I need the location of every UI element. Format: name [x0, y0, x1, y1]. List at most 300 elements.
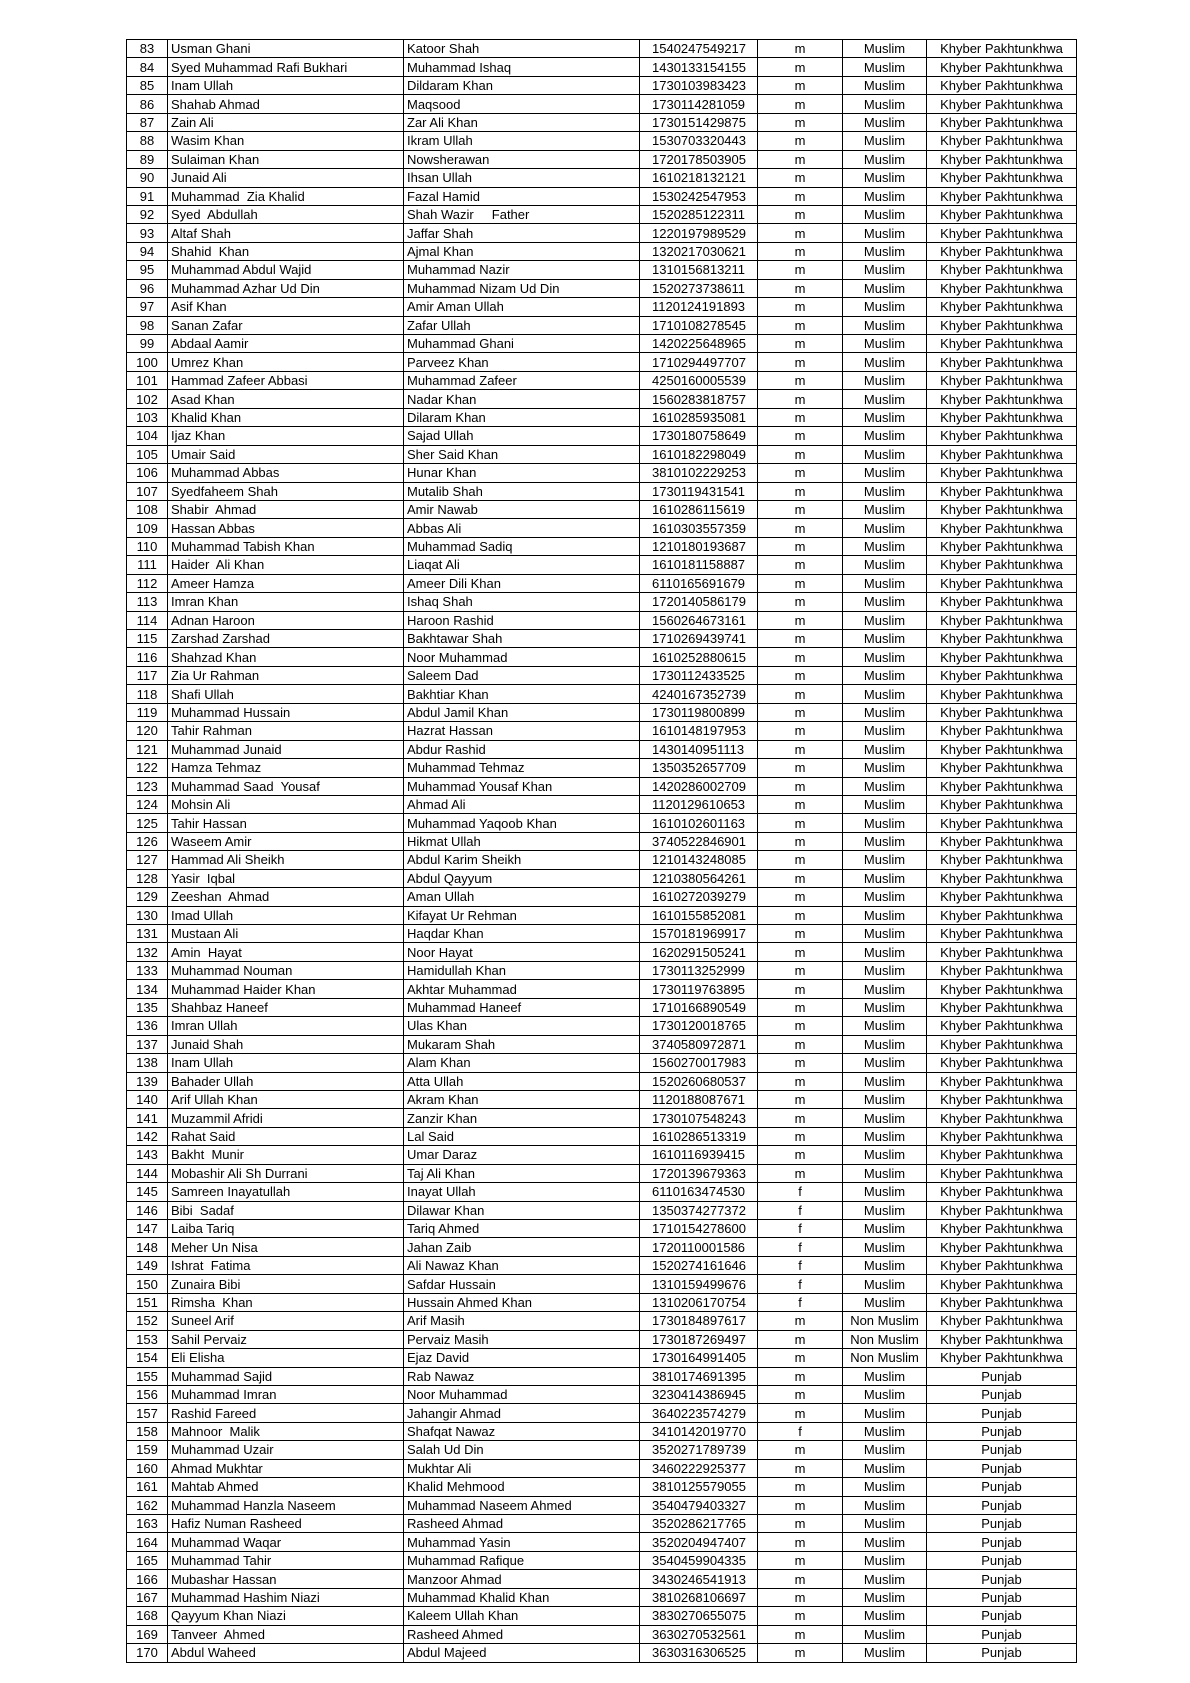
province-cell: Khyber Pakhtunkhwa — [927, 1330, 1077, 1348]
serial-number-cell: 159 — [127, 1441, 168, 1459]
religion-cell: Muslim — [843, 1478, 927, 1496]
religion-cell: Muslim — [843, 777, 927, 795]
serial-number-cell: 85 — [127, 76, 168, 94]
table-row — [127, 1533, 1077, 1551]
serial-number-cell: 83 — [127, 40, 168, 58]
table-row — [127, 1109, 1077, 1127]
religion-cell: Muslim — [843, 224, 927, 242]
gender-cell: m — [758, 427, 843, 445]
province-cell: Punjab — [927, 1496, 1077, 1514]
cnic-cell: 3430246541913 — [640, 1570, 758, 1588]
table-row — [127, 1607, 1077, 1625]
serial-number-cell: 96 — [127, 279, 168, 297]
name-cell: Syedfaheem Shah — [168, 482, 404, 500]
table-row — [127, 150, 1077, 168]
gender-cell: m — [758, 1035, 843, 1053]
province-cell: Khyber Pakhtunkhwa — [927, 685, 1077, 703]
serial-number-cell: 140 — [127, 1090, 168, 1108]
father-name-cell: Abdul Qayyum — [404, 869, 640, 887]
father-name-cell: Hussain Ahmed Khan — [404, 1293, 640, 1311]
table-row — [127, 261, 1077, 279]
table-row — [127, 906, 1077, 924]
table-row — [127, 611, 1077, 629]
province-cell: Khyber Pakhtunkhwa — [927, 261, 1077, 279]
religion-cell: Muslim — [843, 1644, 927, 1662]
cnic-cell: 1570181969917 — [640, 925, 758, 943]
cnic-cell: 1730151429875 — [640, 113, 758, 131]
religion-cell: Muslim — [843, 1459, 927, 1477]
serial-number-cell: 157 — [127, 1404, 168, 1422]
name-cell: Inam Ullah — [168, 1054, 404, 1072]
serial-number-cell: 101 — [127, 371, 168, 389]
name-cell: Usman Ghani — [168, 40, 404, 58]
name-cell: Muhammad Tabish Khan — [168, 537, 404, 555]
serial-number-cell: 153 — [127, 1330, 168, 1348]
religion-cell: Muslim — [843, 851, 927, 869]
serial-number-cell: 131 — [127, 925, 168, 943]
province-cell: Punjab — [927, 1551, 1077, 1569]
father-name-cell: Ihsan Ullah — [404, 169, 640, 187]
father-name-cell: Tariq Ahmed — [404, 1220, 640, 1238]
gender-cell: m — [758, 40, 843, 58]
serial-number-cell: 121 — [127, 740, 168, 758]
province-cell: Khyber Pakhtunkhwa — [927, 371, 1077, 389]
gender-cell: m — [758, 464, 843, 482]
cnic-cell: 3740580972871 — [640, 1035, 758, 1053]
cnic-cell: 1730119800899 — [640, 703, 758, 721]
cnic-cell: 1730120018765 — [640, 1017, 758, 1035]
name-cell: Imran Khan — [168, 593, 404, 611]
serial-number-cell: 116 — [127, 648, 168, 666]
cnic-cell: 1120129610653 — [640, 795, 758, 813]
cnic-cell: 1560264673161 — [640, 611, 758, 629]
serial-number-cell: 110 — [127, 537, 168, 555]
gender-cell: m — [758, 1367, 843, 1385]
father-name-cell: Amir Nawab — [404, 500, 640, 518]
province-cell: Khyber Pakhtunkhwa — [927, 519, 1077, 537]
cnic-cell: 3540479403327 — [640, 1496, 758, 1514]
gender-cell: m — [758, 187, 843, 205]
cnic-cell: 3410142019770 — [640, 1422, 758, 1440]
serial-number-cell: 126 — [127, 832, 168, 850]
gender-cell: m — [758, 1072, 843, 1090]
religion-cell: Muslim — [843, 132, 927, 150]
gender-cell: m — [758, 1090, 843, 1108]
name-cell: Yasir Iqbal — [168, 869, 404, 887]
religion-cell: Muslim — [843, 445, 927, 463]
father-name-cell: Hamidullah Khan — [404, 961, 640, 979]
father-name-cell: Mukhtar Ali — [404, 1459, 640, 1477]
serial-number-cell: 168 — [127, 1607, 168, 1625]
serial-number-cell: 143 — [127, 1146, 168, 1164]
name-cell: Sanan Zafar — [168, 316, 404, 334]
religion-cell: Muslim — [843, 814, 927, 832]
religion-cell: Muslim — [843, 703, 927, 721]
cnic-cell: 1320217030621 — [640, 242, 758, 260]
serial-number-cell: 128 — [127, 869, 168, 887]
cnic-cell: 1610272039279 — [640, 888, 758, 906]
father-name-cell: Nadar Khan — [404, 390, 640, 408]
province-cell: Khyber Pakhtunkhwa — [927, 427, 1077, 445]
cnic-cell: 1730187269497 — [640, 1330, 758, 1348]
religion-cell: Muslim — [843, 795, 927, 813]
province-cell: Khyber Pakhtunkhwa — [927, 1293, 1077, 1311]
table-row — [127, 1459, 1077, 1477]
serial-number-cell: 170 — [127, 1644, 168, 1662]
province-cell: Khyber Pakhtunkhwa — [927, 1256, 1077, 1274]
province-cell: Khyber Pakhtunkhwa — [927, 537, 1077, 555]
cnic-cell: 1720139679363 — [640, 1164, 758, 1182]
gender-cell: m — [758, 298, 843, 316]
name-cell: Muhammad Junaid — [168, 740, 404, 758]
province-cell: Khyber Pakhtunkhwa — [927, 1220, 1077, 1238]
religion-cell: Muslim — [843, 1293, 927, 1311]
province-cell: Punjab — [927, 1515, 1077, 1533]
cnic-cell: 1560270017983 — [640, 1054, 758, 1072]
cnic-cell: 3630316306525 — [640, 1644, 758, 1662]
province-cell: Khyber Pakhtunkhwa — [927, 593, 1077, 611]
gender-cell: m — [758, 814, 843, 832]
father-name-cell: Khalid Mehmood — [404, 1478, 640, 1496]
cnic-cell: 1520260680537 — [640, 1072, 758, 1090]
gender-cell: m — [758, 113, 843, 131]
father-name-cell: Amir Aman Ullah — [404, 298, 640, 316]
province-cell: Khyber Pakhtunkhwa — [927, 1349, 1077, 1367]
gender-cell: m — [758, 685, 843, 703]
gender-cell: m — [758, 925, 843, 943]
province-cell: Punjab — [927, 1367, 1077, 1385]
gender-cell: m — [758, 1164, 843, 1182]
religion-cell: Muslim — [843, 371, 927, 389]
gender-cell: m — [758, 408, 843, 426]
serial-number-cell: 135 — [127, 998, 168, 1016]
gender-cell: m — [758, 132, 843, 150]
province-cell: Khyber Pakhtunkhwa — [927, 998, 1077, 1016]
cnic-cell: 1610182298049 — [640, 445, 758, 463]
religion-cell: Muslim — [843, 519, 927, 537]
name-cell: Muhammad Azhar Ud Din — [168, 279, 404, 297]
religion-cell: Muslim — [843, 1090, 927, 1108]
gender-cell: m — [758, 943, 843, 961]
table-row — [127, 1422, 1077, 1440]
gender-cell: m — [758, 795, 843, 813]
province-cell: Khyber Pakhtunkhwa — [927, 187, 1077, 205]
serial-number-cell: 109 — [127, 519, 168, 537]
gender-cell: f — [758, 1220, 843, 1238]
table-row — [127, 1330, 1077, 1348]
serial-number-cell: 122 — [127, 759, 168, 777]
religion-cell: Muslim — [843, 1256, 927, 1274]
gender-cell: m — [758, 1146, 843, 1164]
gender-cell: m — [758, 1644, 843, 1662]
province-cell: Khyber Pakhtunkhwa — [927, 1275, 1077, 1293]
serial-number-cell: 118 — [127, 685, 168, 703]
province-cell: Khyber Pakhtunkhwa — [927, 1054, 1077, 1072]
serial-number-cell: 145 — [127, 1183, 168, 1201]
name-cell: Asif Khan — [168, 298, 404, 316]
cnic-cell: 3460222925377 — [640, 1459, 758, 1477]
table-row — [127, 722, 1077, 740]
father-name-cell: Bakhtiar Khan — [404, 685, 640, 703]
table-row — [127, 390, 1077, 408]
serial-number-cell: 164 — [127, 1533, 168, 1551]
cnic-cell: 1420225648965 — [640, 335, 758, 353]
province-cell: Khyber Pakhtunkhwa — [927, 1072, 1077, 1090]
table-row — [127, 371, 1077, 389]
name-cell: Inam Ullah — [168, 76, 404, 94]
serial-number-cell: 107 — [127, 482, 168, 500]
gender-cell: m — [758, 759, 843, 777]
serial-number-cell: 87 — [127, 113, 168, 131]
name-cell: Muhammad Hanzla Naseem — [168, 1496, 404, 1514]
father-name-cell: Shah Wazir Father — [404, 205, 640, 223]
province-cell: Khyber Pakhtunkhwa — [927, 242, 1077, 260]
cnic-cell: 4240167352739 — [640, 685, 758, 703]
table-row — [127, 1570, 1077, 1588]
cnic-cell: 1720140586179 — [640, 593, 758, 611]
name-cell: Arif Ullah Khan — [168, 1090, 404, 1108]
cnic-cell: 1120124191893 — [640, 298, 758, 316]
province-cell: Khyber Pakhtunkhwa — [927, 943, 1077, 961]
father-name-cell: Muhammad Tehmaz — [404, 759, 640, 777]
religion-cell: Muslim — [843, 1533, 927, 1551]
father-name-cell: Ulas Khan — [404, 1017, 640, 1035]
name-cell: Zeeshan Ahmad — [168, 888, 404, 906]
province-cell: Khyber Pakhtunkhwa — [927, 814, 1077, 832]
province-cell: Khyber Pakhtunkhwa — [927, 980, 1077, 998]
serial-number-cell: 99 — [127, 335, 168, 353]
province-cell: Khyber Pakhtunkhwa — [927, 906, 1077, 924]
table-row — [127, 1035, 1077, 1053]
table-row — [127, 1201, 1077, 1219]
gender-cell: m — [758, 1570, 843, 1588]
gender-cell: m — [758, 1625, 843, 1643]
father-name-cell: Jahangir Ahmad — [404, 1404, 640, 1422]
name-cell: Hamza Tehmaz — [168, 759, 404, 777]
name-cell: Khalid Khan — [168, 408, 404, 426]
father-name-cell: Salah Ud Din — [404, 1441, 640, 1459]
cnic-cell: 1210143248085 — [640, 851, 758, 869]
serial-number-cell: 124 — [127, 795, 168, 813]
gender-cell: m — [758, 353, 843, 371]
name-cell: Syed Muhammad Rafi Bukhari — [168, 58, 404, 76]
cnic-cell: 1730103983423 — [640, 76, 758, 94]
religion-cell: Muslim — [843, 648, 927, 666]
cnic-cell: 1430140951113 — [640, 740, 758, 758]
table-row — [127, 1588, 1077, 1606]
father-name-cell: Ishaq Shah — [404, 593, 640, 611]
province-cell: Punjab — [927, 1478, 1077, 1496]
religion-cell: Muslim — [843, 464, 927, 482]
name-cell: Muhammad Hashim Niazi — [168, 1588, 404, 1606]
religion-cell: Muslim — [843, 1385, 927, 1403]
name-cell: Muhammad Abbas — [168, 464, 404, 482]
province-cell: Khyber Pakhtunkhwa — [927, 630, 1077, 648]
father-name-cell: Arif Masih — [404, 1312, 640, 1330]
religion-cell: Muslim — [843, 187, 927, 205]
father-name-cell: Safdar Hussain — [404, 1275, 640, 1293]
table-row — [127, 298, 1077, 316]
cnic-cell: 1610252880615 — [640, 648, 758, 666]
table-row — [127, 795, 1077, 813]
name-cell: Haider Ali Khan — [168, 556, 404, 574]
father-name-cell: Muhammad Rafique — [404, 1551, 640, 1569]
gender-cell: m — [758, 961, 843, 979]
table-row — [127, 1220, 1077, 1238]
serial-number-cell: 120 — [127, 722, 168, 740]
religion-cell: Muslim — [843, 611, 927, 629]
father-name-cell: Bakhtawar Shah — [404, 630, 640, 648]
gender-cell: m — [758, 371, 843, 389]
father-name-cell: Akhtar Muhammad — [404, 980, 640, 998]
gender-cell: m — [758, 998, 843, 1016]
father-name-cell: Parveez Khan — [404, 353, 640, 371]
table-row — [127, 427, 1077, 445]
gender-cell: m — [758, 1017, 843, 1035]
father-name-cell: Dilaram Khan — [404, 408, 640, 426]
name-cell: Tanveer Ahmed — [168, 1625, 404, 1643]
table-row — [127, 1146, 1077, 1164]
religion-cell: Muslim — [843, 759, 927, 777]
religion-cell: Muslim — [843, 150, 927, 168]
province-cell: Khyber Pakhtunkhwa — [927, 759, 1077, 777]
table-row — [127, 519, 1077, 537]
name-cell: Shahzad Khan — [168, 648, 404, 666]
province-cell: Khyber Pakhtunkhwa — [927, 40, 1077, 58]
table-row — [127, 1551, 1077, 1569]
table-row — [127, 925, 1077, 943]
table-row — [127, 1183, 1077, 1201]
father-name-cell: Kaleem Ullah Khan — [404, 1607, 640, 1625]
name-cell: Hafiz Numan Rasheed — [168, 1515, 404, 1533]
cnic-cell: 3520204947407 — [640, 1533, 758, 1551]
serial-number-cell: 139 — [127, 1072, 168, 1090]
table-row — [127, 242, 1077, 260]
father-name-cell: Zafar Ullah — [404, 316, 640, 334]
table-row — [127, 1164, 1077, 1182]
serial-number-cell: 150 — [127, 1275, 168, 1293]
table-row — [127, 408, 1077, 426]
cnic-cell: 1530242547953 — [640, 187, 758, 205]
religion-cell: Muslim — [843, 58, 927, 76]
cnic-cell: 3830270655075 — [640, 1607, 758, 1625]
name-cell: Hammad Zafeer Abbasi — [168, 371, 404, 389]
gender-cell: m — [758, 95, 843, 113]
name-cell: Bakht Munir — [168, 1146, 404, 1164]
province-cell: Punjab — [927, 1588, 1077, 1606]
province-cell: Punjab — [927, 1570, 1077, 1588]
table-row — [127, 132, 1077, 150]
province-cell: Khyber Pakhtunkhwa — [927, 408, 1077, 426]
religion-cell: Muslim — [843, 261, 927, 279]
father-name-cell: Nowsherawan — [404, 150, 640, 168]
cnic-cell: 1610285935081 — [640, 408, 758, 426]
province-cell: Khyber Pakhtunkhwa — [927, 224, 1077, 242]
father-name-cell: Ikram Ullah — [404, 132, 640, 150]
father-name-cell: Abdul Jamil Khan — [404, 703, 640, 721]
religion-cell: Muslim — [843, 869, 927, 887]
father-name-cell: Shafqat Nawaz — [404, 1422, 640, 1440]
religion-cell: Muslim — [843, 316, 927, 334]
serial-number-cell: 105 — [127, 445, 168, 463]
name-cell: Ijaz Khan — [168, 427, 404, 445]
father-name-cell: Umar Daraz — [404, 1146, 640, 1164]
father-name-cell: Inayat Ullah — [404, 1183, 640, 1201]
province-cell: Punjab — [927, 1533, 1077, 1551]
gender-cell: f — [758, 1238, 843, 1256]
name-cell: Shafi Ullah — [168, 685, 404, 703]
table-row — [127, 353, 1077, 371]
name-cell: Zunaira Bibi — [168, 1275, 404, 1293]
religion-cell: Muslim — [843, 1275, 927, 1293]
religion-cell: Muslim — [843, 482, 927, 500]
serial-number-cell: 130 — [127, 906, 168, 924]
gender-cell: m — [758, 519, 843, 537]
name-cell: Sahil Pervaiz — [168, 1330, 404, 1348]
cnic-cell: 1730119431541 — [640, 482, 758, 500]
father-name-cell: Pervaiz Masih — [404, 1330, 640, 1348]
name-cell: Rashid Fareed — [168, 1404, 404, 1422]
gender-cell: m — [758, 832, 843, 850]
gender-cell: m — [758, 648, 843, 666]
cnic-cell: 1730113252999 — [640, 961, 758, 979]
father-name-cell: Zar Ali Khan — [404, 113, 640, 131]
serial-number-cell: 152 — [127, 1312, 168, 1330]
table-row — [127, 777, 1077, 795]
name-cell: Bibi Sadaf — [168, 1201, 404, 1219]
table-row — [127, 869, 1077, 887]
religion-cell: Non Muslim — [843, 1312, 927, 1330]
serial-number-cell: 97 — [127, 298, 168, 316]
father-name-cell: Muhammad Ishaq — [404, 58, 640, 76]
province-cell: Khyber Pakhtunkhwa — [927, 961, 1077, 979]
name-cell: Ahmad Mukhtar — [168, 1459, 404, 1477]
serial-number-cell: 163 — [127, 1515, 168, 1533]
cnic-cell: 3520286217765 — [640, 1515, 758, 1533]
province-cell: Khyber Pakhtunkhwa — [927, 316, 1077, 334]
serial-number-cell: 147 — [127, 1220, 168, 1238]
table-row — [127, 851, 1077, 869]
table-row — [127, 1238, 1077, 1256]
religion-cell: Muslim — [843, 500, 927, 518]
province-cell: Khyber Pakhtunkhwa — [927, 335, 1077, 353]
serial-number-cell: 137 — [127, 1035, 168, 1053]
father-name-cell: Mukaram Shah — [404, 1035, 640, 1053]
name-cell: Ishrat Fatima — [168, 1256, 404, 1274]
father-name-cell: Hikmat Ullah — [404, 832, 640, 850]
father-name-cell: Atta Ullah — [404, 1072, 640, 1090]
cnic-cell: 1720178503905 — [640, 150, 758, 168]
father-name-cell: Muhammad Nazir — [404, 261, 640, 279]
religion-cell: Muslim — [843, 76, 927, 94]
name-cell: Meher Un Nisa — [168, 1238, 404, 1256]
name-cell: Zarshad Zarshad — [168, 630, 404, 648]
province-cell: Khyber Pakhtunkhwa — [927, 482, 1077, 500]
cnic-cell: 3540459904335 — [640, 1551, 758, 1569]
religion-cell: Muslim — [843, 40, 927, 58]
table-row — [127, 464, 1077, 482]
name-cell: Junaid Ali — [168, 169, 404, 187]
religion-cell: Muslim — [843, 980, 927, 998]
father-name-cell: Zanzir Khan — [404, 1109, 640, 1127]
cnic-cell: 1610286513319 — [640, 1127, 758, 1145]
province-cell: Khyber Pakhtunkhwa — [927, 464, 1077, 482]
religion-cell: Muslim — [843, 666, 927, 684]
province-cell: Punjab — [927, 1441, 1077, 1459]
serial-number-cell: 89 — [127, 150, 168, 168]
table-row — [127, 537, 1077, 555]
father-name-cell: Muhammad Haneef — [404, 998, 640, 1016]
